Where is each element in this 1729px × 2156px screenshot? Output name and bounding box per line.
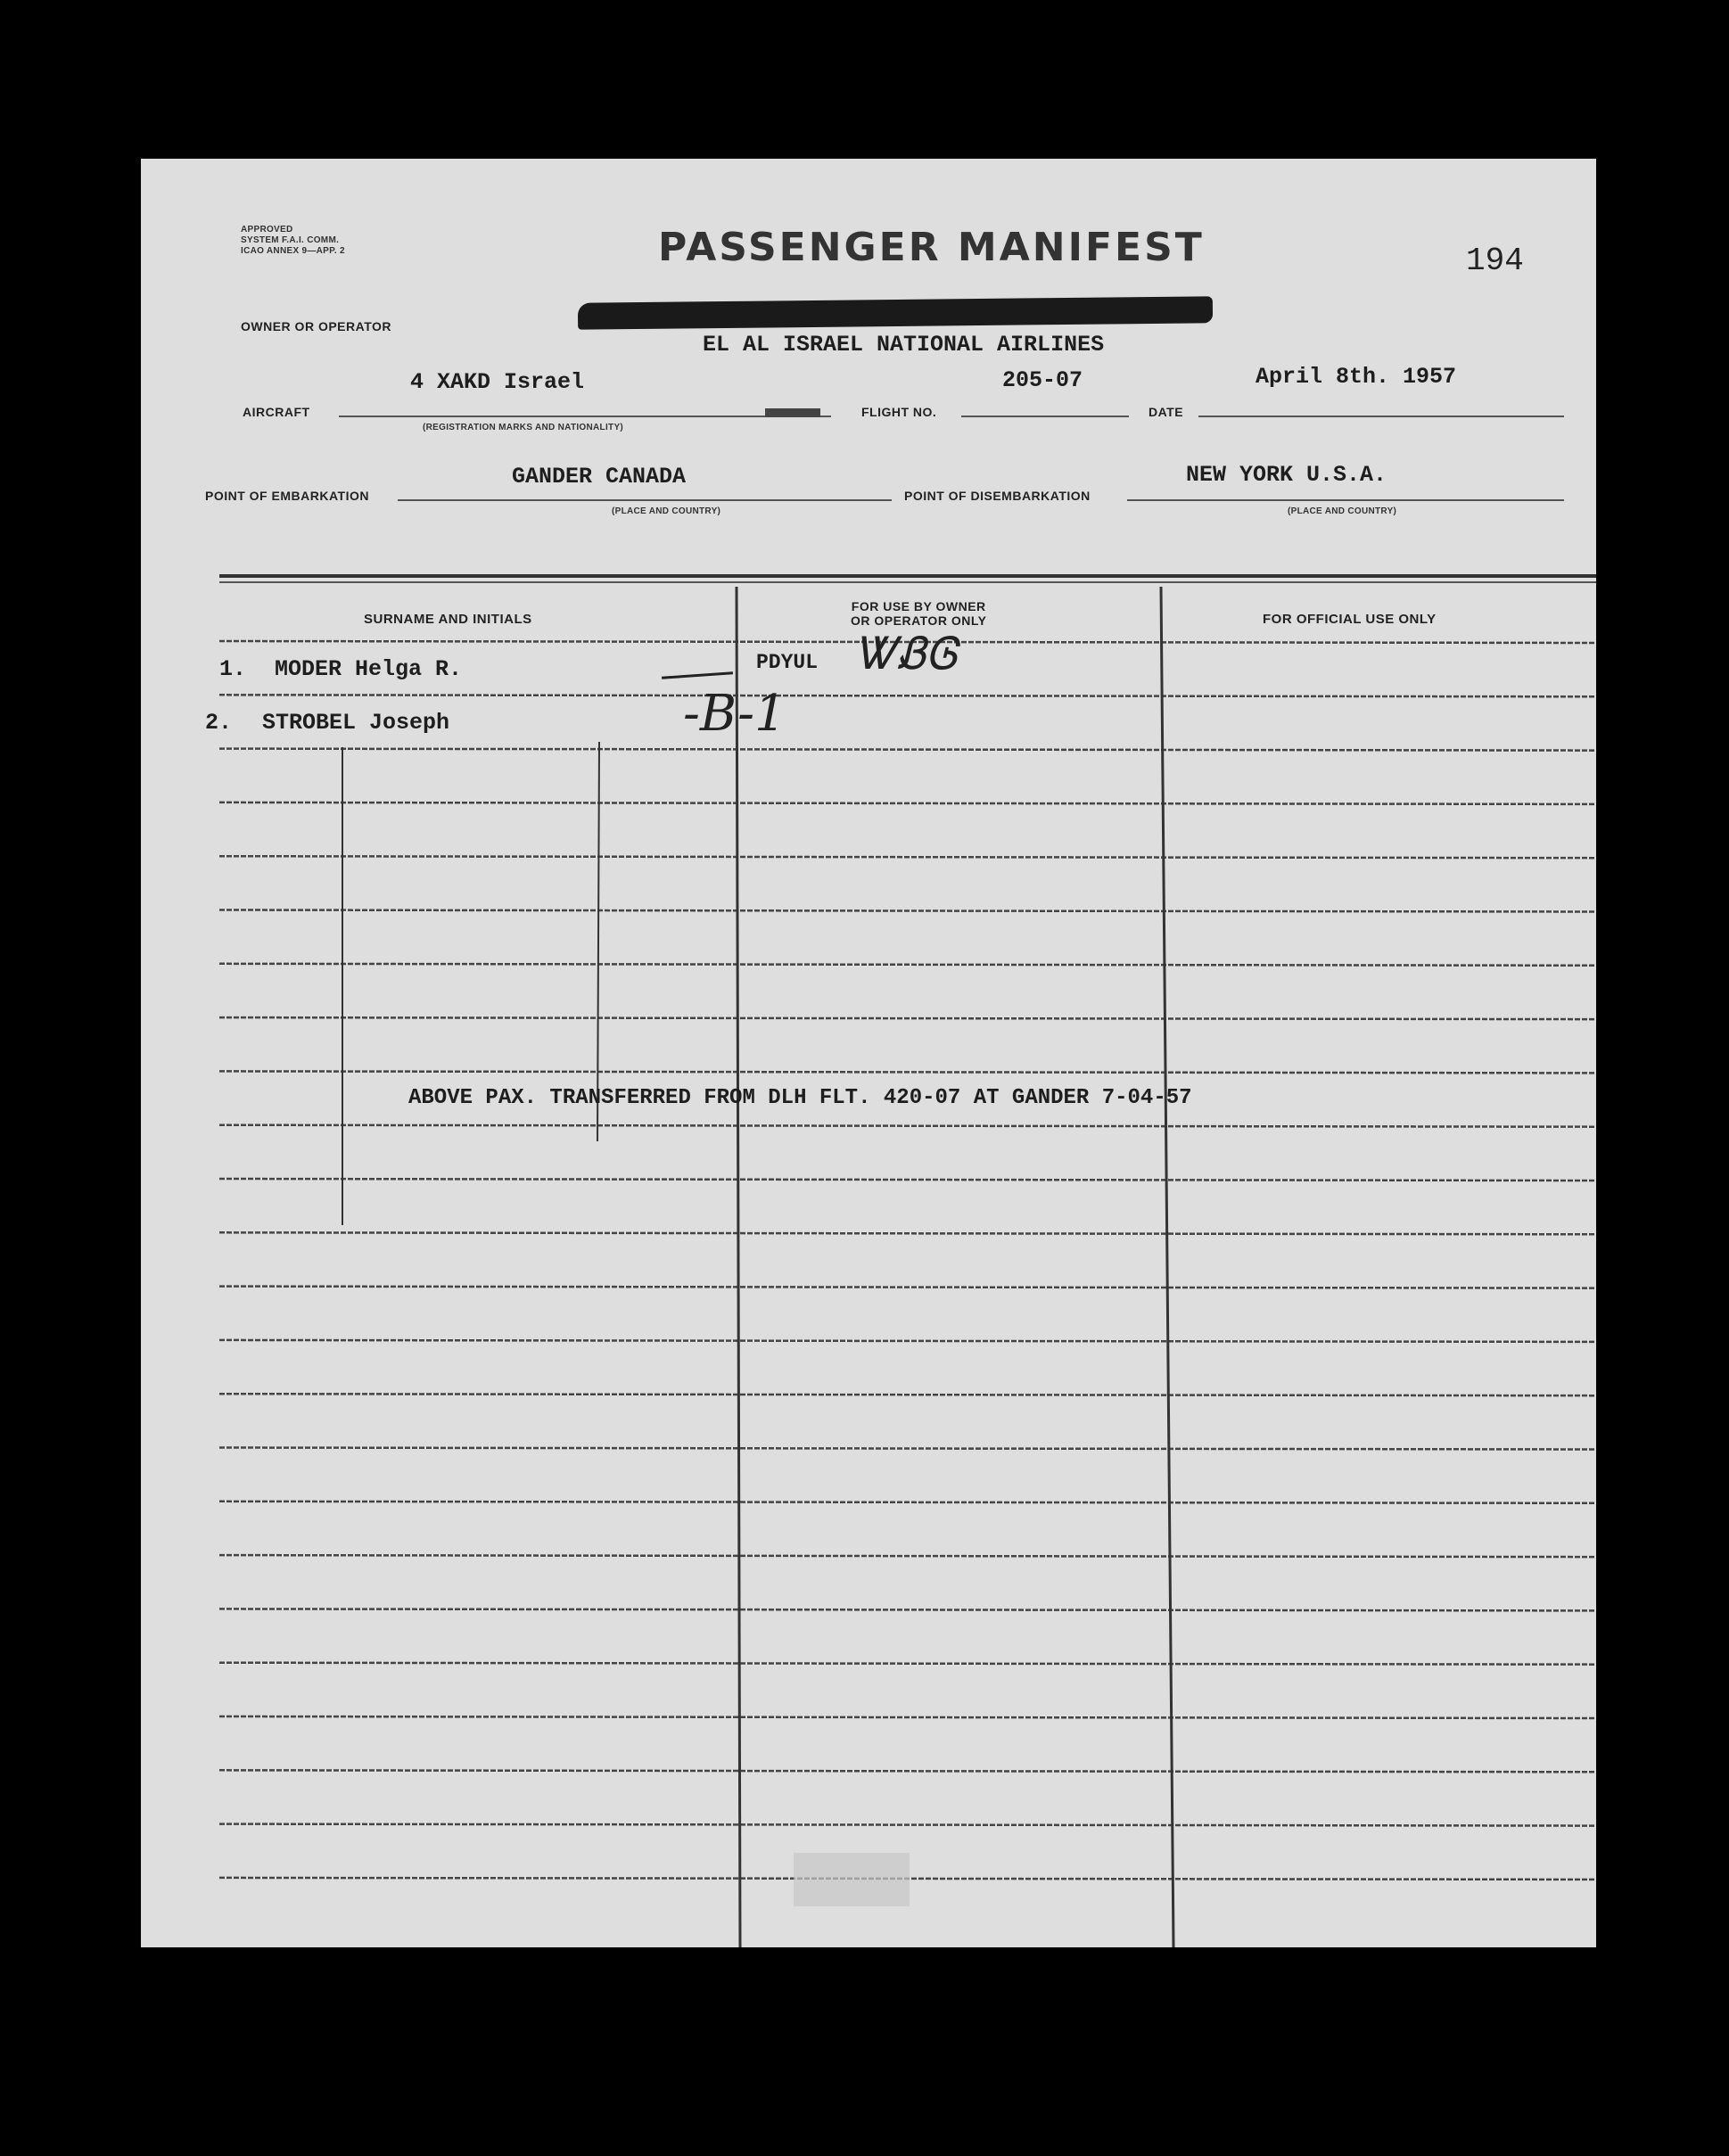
table-rule <box>219 1448 1596 1450</box>
embark-sublabel: (PLACE AND COUNTRY) <box>612 506 721 516</box>
table-rule <box>219 910 1596 912</box>
table-rule <box>219 1502 1596 1503</box>
table-grid <box>141 159 1596 1947</box>
date-label: DATE <box>1149 405 1184 419</box>
table-rule <box>219 1609 1596 1610</box>
manifest-sheet <box>141 159 1596 1947</box>
table-rule <box>219 1232 1596 1234</box>
disembark-value: NEW YORK U.S.A. <box>1186 462 1387 488</box>
table-rule <box>219 1179 1596 1181</box>
table-rule <box>219 1125 1596 1127</box>
column-divider-1 <box>737 587 740 1947</box>
aircraft-sublabel: (REGISTRATION MARKS AND NATIONALITY) <box>423 423 624 432</box>
row-1-name: MODER Helga R. <box>275 656 463 682</box>
owner-value: EL AL ISRAEL NATIONAL AIRLINES <box>703 332 1105 358</box>
table-rule <box>219 856 1596 858</box>
row-1-owner-hand: ᏔᏰᎶ <box>854 628 958 679</box>
column-divider-2 <box>1161 587 1173 1947</box>
table-rule <box>219 1716 1596 1718</box>
table-rule <box>219 964 1596 966</box>
table-rule <box>219 1663 1596 1665</box>
table-rule <box>219 1394 1596 1395</box>
transfer-note: ABOVE PAX. TRANSFERRED FROM DLH FLT. 420-07 AT GANDER 7-04-57 <box>408 1086 1192 1110</box>
aircraft-label: AIRCRAFT <box>243 405 310 419</box>
row-2-num: 2. <box>205 710 233 736</box>
table-rule <box>219 1555 1596 1557</box>
page-number: 194 <box>1466 243 1524 279</box>
table-rule <box>219 1770 1596 1772</box>
date-value: April 8th. 1957 <box>1256 364 1457 390</box>
disembark-sublabel: (PLACE AND COUNTRY) <box>1288 506 1397 516</box>
owner-label: OWNER OR OPERATOR <box>241 319 391 333</box>
row-1-owner-typed: PDYUL <box>756 651 819 674</box>
approval-line-2: SYSTEM F.A.I. COMM. <box>241 235 340 245</box>
table-rule <box>219 1071 1596 1073</box>
approval-line-3: ICAO ANNEX 9—APP. 2 <box>241 246 345 256</box>
page-title: PASSENGER MANIFEST <box>658 225 1205 270</box>
flight-label: FLIGHT NO. <box>861 405 937 419</box>
table-rule <box>219 695 1596 696</box>
header-owner-use-line-1: FOR USE BY OWNER <box>851 599 986 613</box>
row-2-owner-hand: -B-1 <box>683 685 786 743</box>
row-2-name: STROBEL Joseph <box>262 710 450 736</box>
header-surname: SURNAME AND INITIALS <box>364 612 532 627</box>
embark-label: POINT OF EMBARKATION <box>205 489 369 503</box>
table-rule <box>219 802 1596 804</box>
header-official: FOR OFFICIAL USE ONLY <box>1263 612 1437 627</box>
faint-stamp <box>794 1853 910 1906</box>
flight-value: 205-07 <box>1002 367 1083 393</box>
table-rule <box>219 749 1596 751</box>
aircraft-value: 4 XAKD Israel <box>410 369 585 395</box>
row-1-num: 1. <box>219 656 247 682</box>
table-rule <box>219 1340 1596 1342</box>
table-rule <box>219 1287 1596 1288</box>
header-owner-use-line-2: OR OPERATOR ONLY <box>851 613 987 628</box>
table-rule <box>219 1017 1596 1019</box>
embark-value: GANDER CANADA <box>512 464 687 490</box>
disembark-label: POINT OF DISEMBARKATION <box>904 489 1091 503</box>
table-rule <box>219 1824 1596 1826</box>
approval-line-1: APPROVED <box>241 225 293 235</box>
